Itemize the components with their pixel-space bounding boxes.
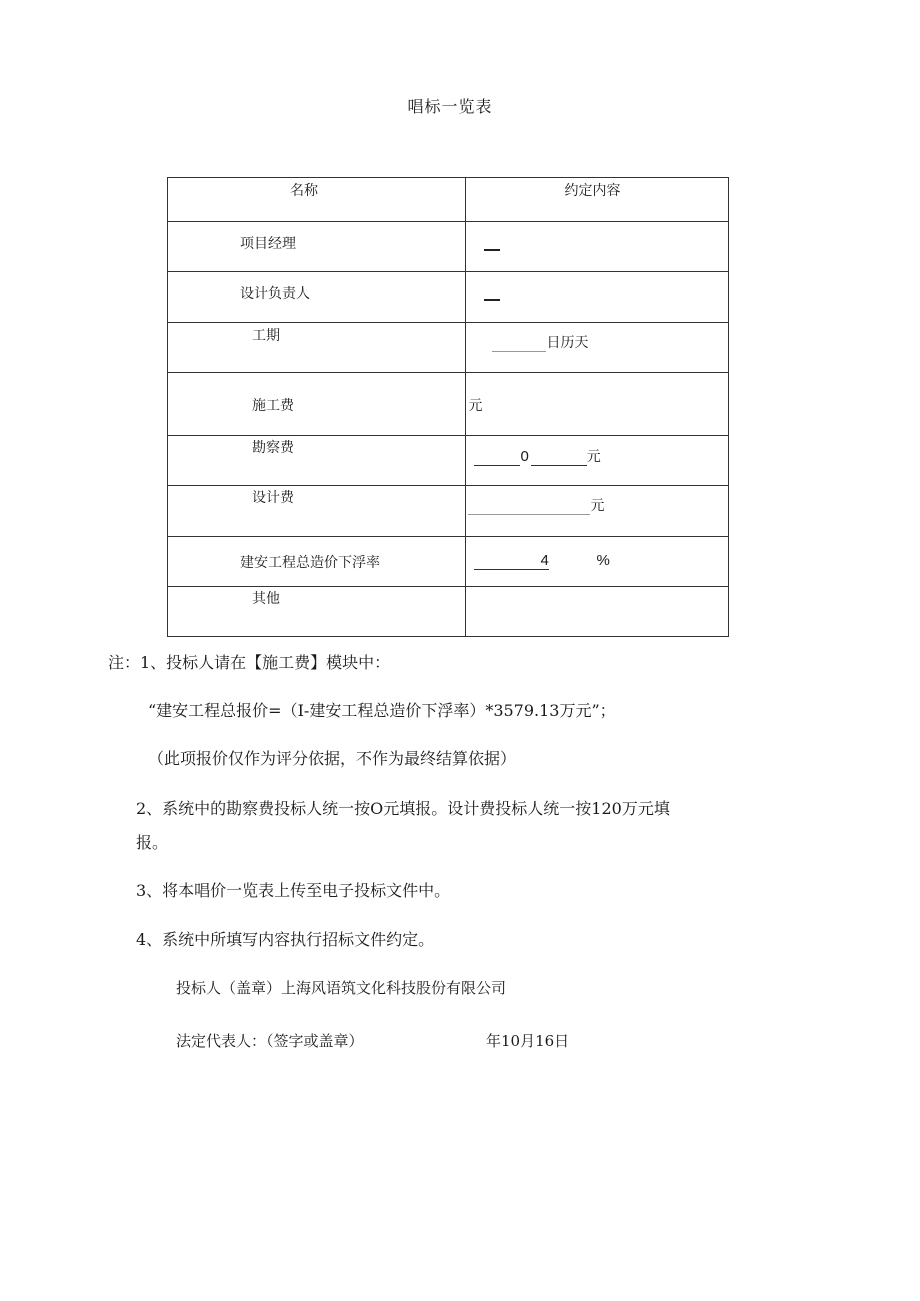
design-fee-unit: 元 bbox=[590, 498, 605, 514]
blank-line bbox=[474, 553, 540, 570]
table-row bbox=[168, 587, 729, 637]
note-2: 2、系统中的勘察费投标人统一按O元填报。设计费投标人统一按120万元填 bbox=[136, 799, 670, 818]
table-row bbox=[168, 537, 729, 587]
bidder-seal-line: 投标人（盖章）上海风语筑文化科技股份有限公司 bbox=[176, 979, 507, 997]
note-1-remark: （此项报价仅作为评分依据，不作为最终结算依据） bbox=[148, 749, 517, 768]
note-1: 注：1、投标人请在【施工费】模块中： bbox=[108, 653, 391, 672]
blank-dash bbox=[484, 239, 500, 251]
reduction-rate-unit: % bbox=[596, 552, 610, 569]
legal-representative-line: 法定代表人：（签字或盖章） bbox=[176, 1032, 364, 1050]
table-header-row bbox=[168, 178, 729, 222]
duration-unit: 日历天 bbox=[546, 335, 589, 351]
blank-line bbox=[531, 449, 587, 466]
row-label-construction-fee: 施工费 bbox=[252, 398, 294, 414]
note-2-continued: 报。 bbox=[136, 833, 169, 852]
survey-fee-value: 0 bbox=[520, 448, 529, 465]
table-row bbox=[168, 436, 729, 486]
bid-summary-table bbox=[167, 177, 729, 637]
row-label-other: 其他 bbox=[252, 591, 280, 607]
blank-line bbox=[474, 449, 520, 466]
header-cell-content bbox=[466, 178, 729, 222]
row-label-design-lead: 设计负责人 bbox=[240, 286, 310, 302]
table-row bbox=[168, 272, 729, 323]
table-row bbox=[168, 323, 729, 373]
note-1-formula: “建安工程总报价=（I-建安工程总造价下浮率）*3579.13万元”； bbox=[148, 701, 616, 720]
header-content: 约定内容 bbox=[564, 183, 621, 199]
note-3: 3、将本唱价一览表上传至电子投标文件中。 bbox=[136, 881, 451, 900]
blank-line bbox=[492, 335, 546, 352]
other-value-cell bbox=[466, 587, 729, 637]
row-label-project-manager: 项目经理 bbox=[240, 236, 296, 252]
signature-date: 年10月16日 bbox=[486, 1032, 570, 1050]
header-name: 名称 bbox=[290, 183, 318, 199]
page-title: 唱标一览表 bbox=[407, 97, 493, 116]
blank-dash bbox=[484, 289, 500, 301]
table-row bbox=[168, 373, 729, 436]
row-label-duration: 工期 bbox=[252, 328, 280, 344]
row-label-design-fee: 设计费 bbox=[252, 490, 294, 506]
table-row bbox=[168, 222, 729, 272]
note-4: 4、系统中所填写内容执行招标文件约定。 bbox=[136, 930, 435, 949]
survey-fee-unit: 元 bbox=[586, 449, 601, 465]
row-label-price-reduction-rate: 建安工程总造价下浮率 bbox=[240, 555, 380, 571]
header-cell-name bbox=[168, 178, 466, 222]
construction-fee-unit: 元 bbox=[468, 398, 483, 414]
reduction-rate-value: 4 bbox=[540, 552, 549, 569]
table-row bbox=[168, 486, 729, 537]
blank-line bbox=[468, 498, 590, 515]
row-label-survey-fee: 勘察费 bbox=[252, 440, 294, 456]
